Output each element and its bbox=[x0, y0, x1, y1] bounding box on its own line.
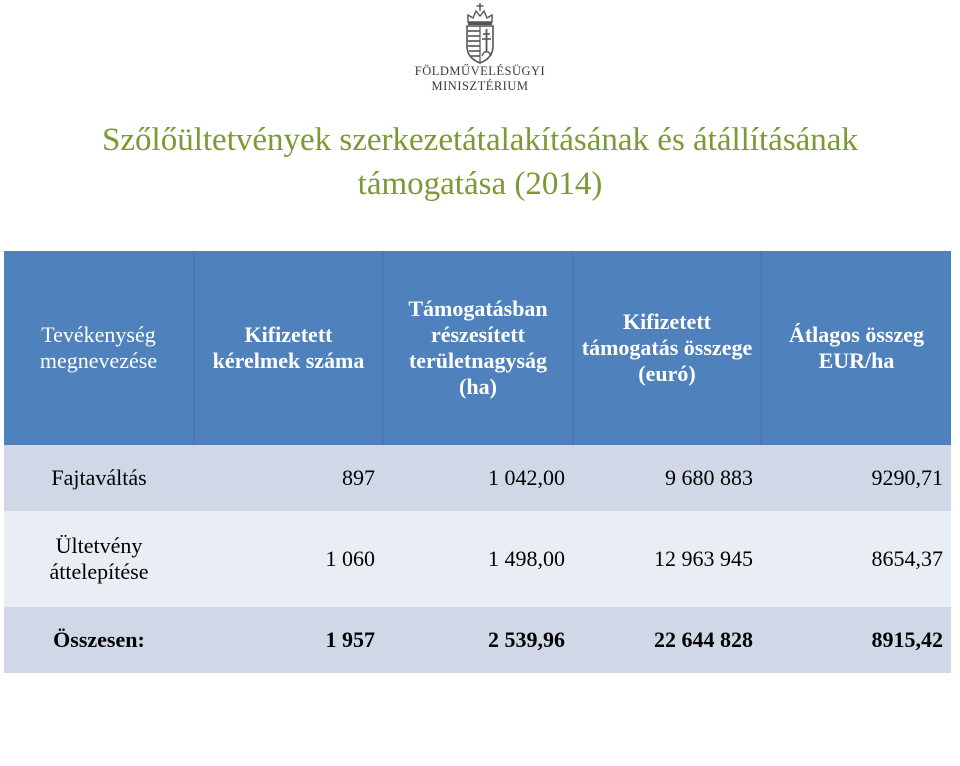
page-title bbox=[0, 118, 960, 206]
cell-activity: Ültetvény áttelepítése bbox=[4, 511, 194, 607]
cell-average: 8915,42 bbox=[761, 607, 951, 673]
cell-amount: 12 963 945 bbox=[573, 511, 761, 607]
cell-area: 2 539,96 bbox=[383, 607, 573, 673]
column-header-amount: Kifizetett támogatás összege (euró) bbox=[573, 251, 761, 445]
ministry-name-line1: FÖLDMŰVELÉSÜGYI bbox=[414, 64, 546, 78]
column-header-area: Támogatásban részesített területnagyság (ha) bbox=[383, 251, 573, 445]
column-header-average: Átlagos összeg EUR/ha bbox=[761, 251, 951, 445]
ministry-name-line2: MINISZTÉRIUM bbox=[431, 79, 529, 93]
cell-activity: Összesen: bbox=[4, 607, 194, 673]
ministry-logo bbox=[0, 0, 960, 100]
cell-average: 8654,37 bbox=[761, 511, 951, 607]
table-header-row bbox=[4, 251, 951, 445]
cell-average: 9290,71 bbox=[761, 445, 951, 511]
page-title-line2: támogatása (2014) bbox=[357, 166, 603, 202]
cell-applications: 897 bbox=[194, 445, 383, 511]
cell-activity: Fajtaváltás bbox=[4, 445, 194, 511]
cell-amount: 9 680 883 bbox=[573, 445, 761, 511]
table-row bbox=[4, 511, 951, 607]
table-total-row bbox=[4, 607, 951, 673]
hungarian-coat-of-arms-icon bbox=[459, 2, 501, 64]
column-header-applications: Kifizetett kérelmek száma bbox=[194, 251, 383, 445]
cell-area: 1 042,00 bbox=[383, 445, 573, 511]
support-table bbox=[4, 251, 951, 673]
cell-area: 1 498,00 bbox=[383, 511, 573, 607]
ministry-name bbox=[380, 64, 580, 94]
table-row bbox=[4, 445, 951, 511]
cell-amount: 22 644 828 bbox=[573, 607, 761, 673]
cell-applications: 1 957 bbox=[194, 607, 383, 673]
page-title-line1: Szőlőültetvények szerkezetátalakításának és átállításának bbox=[102, 122, 858, 158]
cell-applications: 1 060 bbox=[194, 511, 383, 607]
column-header-activity: Tevékenység megnevezése bbox=[4, 251, 194, 445]
